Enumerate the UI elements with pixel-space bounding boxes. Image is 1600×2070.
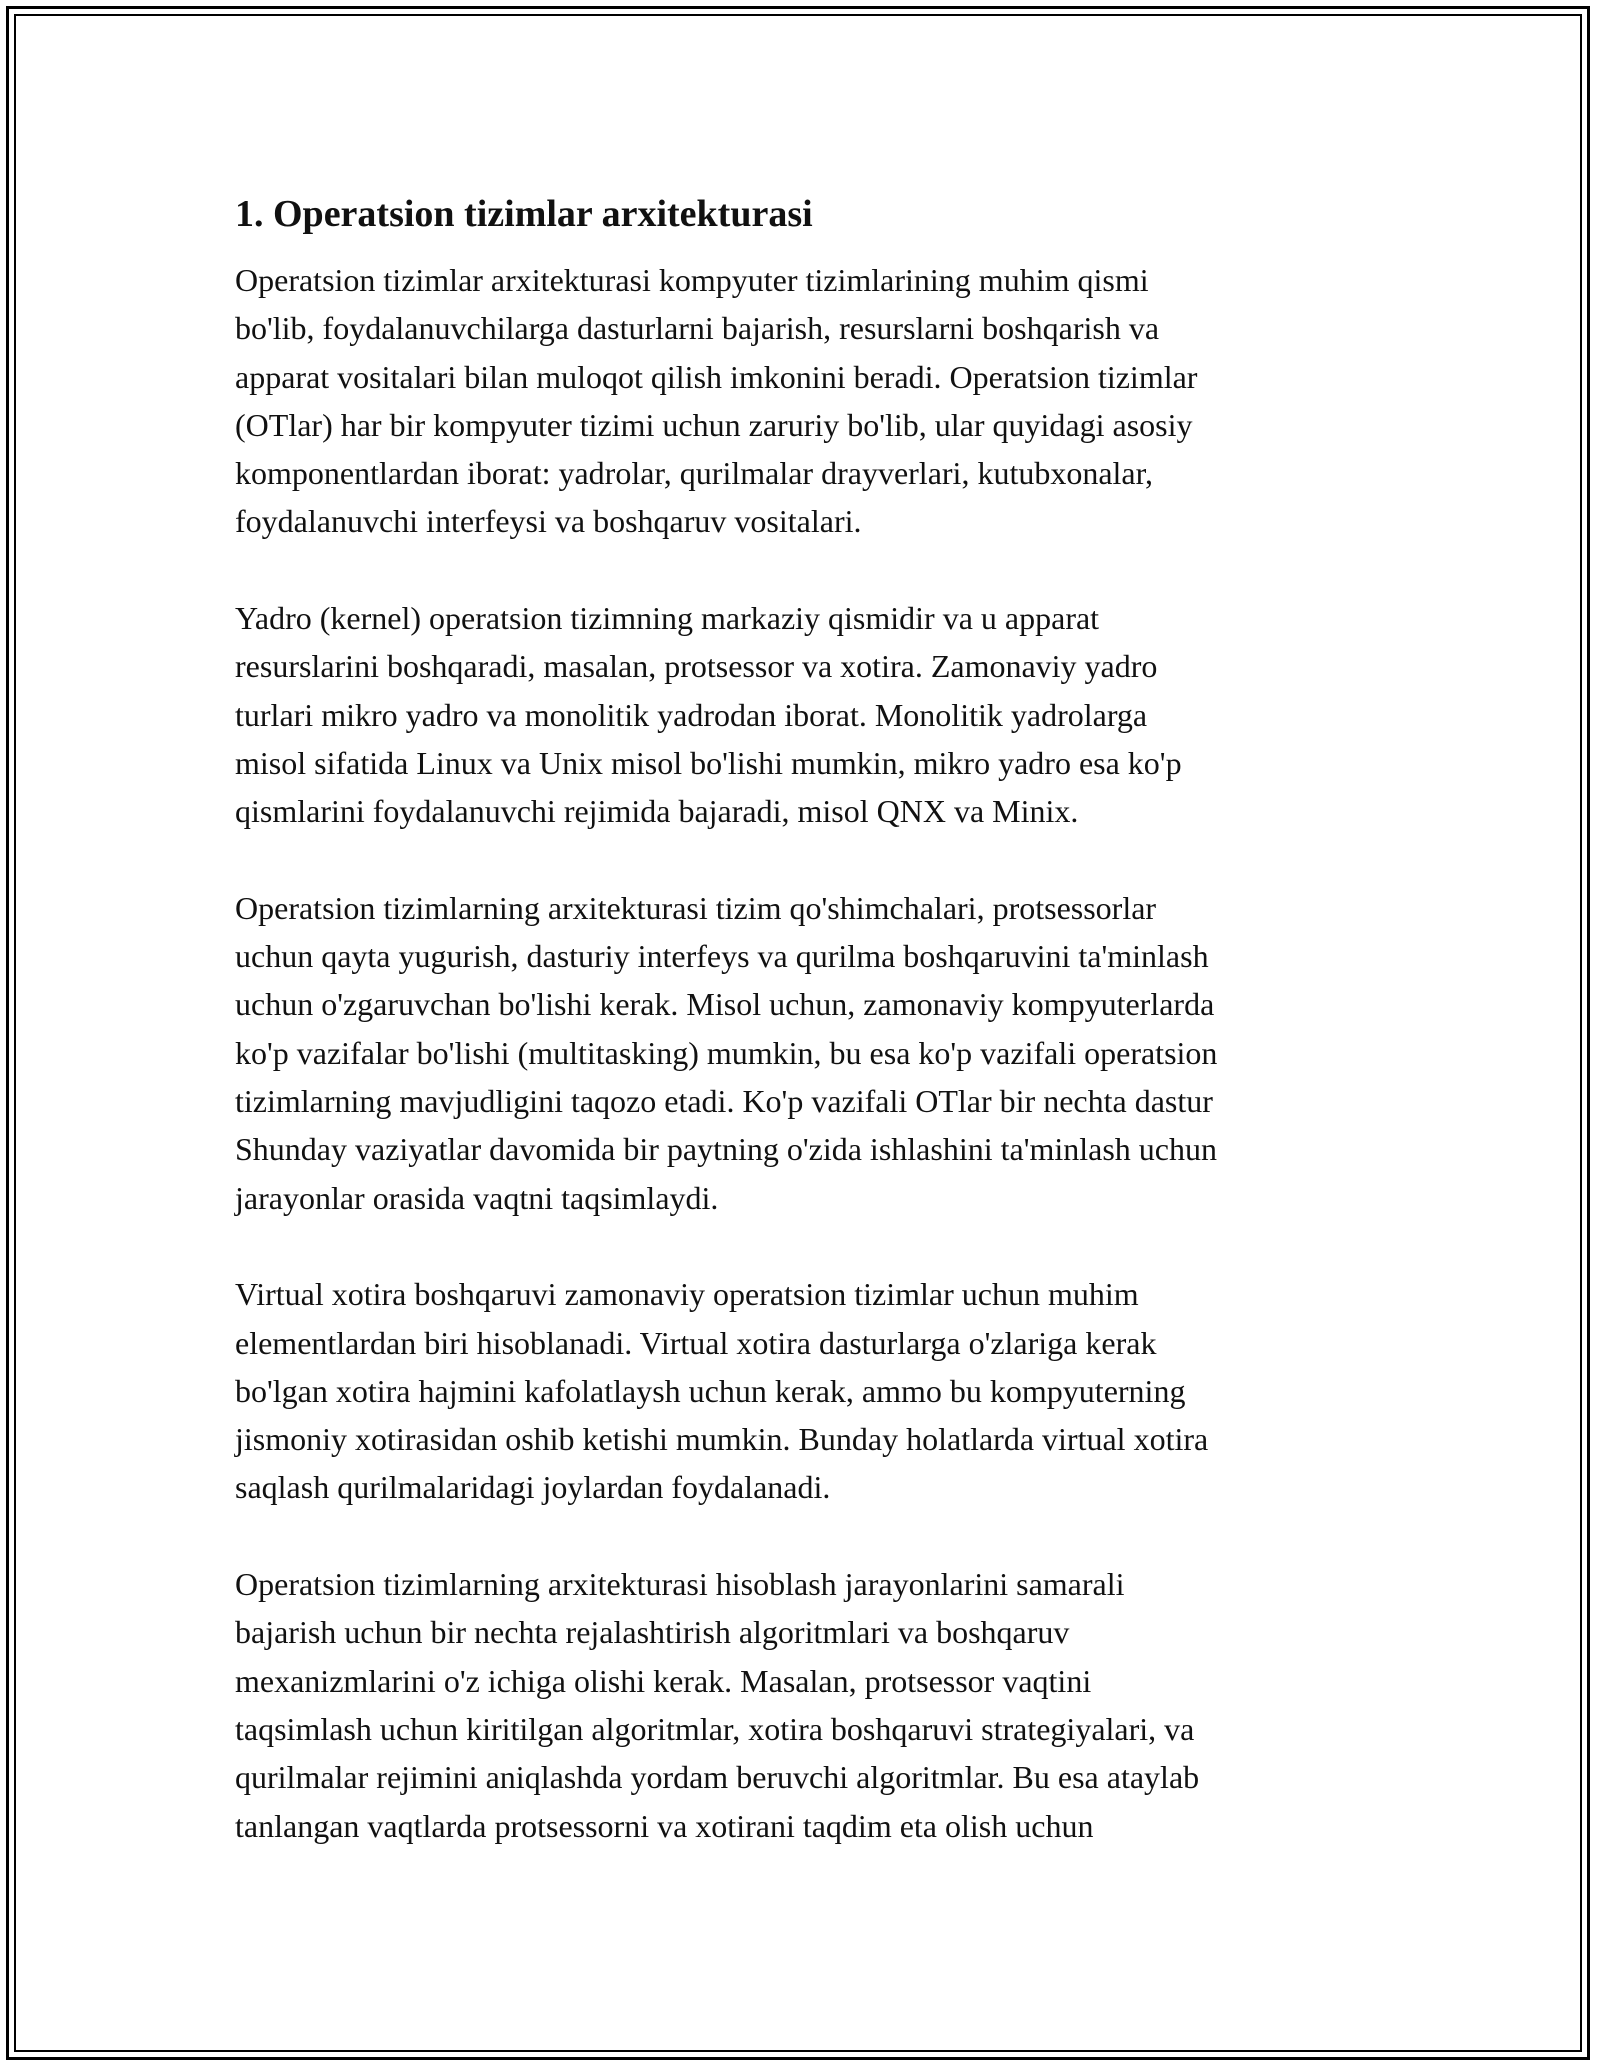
text-line: Operatsion tizimlar arxitekturasi kompyuter tizimlarining muhim qismi (235, 262, 1149, 298)
text-line: taqsimlash uchun kiritilgan algoritmlar, xotira boshqaruvi strategiyalari, va (235, 1710, 1195, 1747)
text-line: mexanizmlarini o'z ichiga olishi kerak. Masalan, protsessor vaqtini (235, 1662, 1092, 1699)
text-line: ko'p vazifalar bo'lishi (multitasking) mumkin, bu esa ko'p vazifali operatsion (235, 1034, 1218, 1071)
paragraph-architecture-intro (235, 256, 1375, 546)
text-line: foydalanuvchi interfeysi va boshqaruv vositalari. (235, 503, 862, 540)
text-line: Shunday vaziyatlar davomida bir paytning o'zida ishlashini ta'minlash uchun (235, 1131, 1217, 1168)
paragraph-virtual-memory (235, 1270, 1375, 1511)
text-line: Yadro (kernel) operatsion tizimning markaziy qismidir va u apparat (235, 600, 1100, 637)
text-line: apparat vositalari bilan muloqot qilish imkonini beradi. Operatsion tizimlar (235, 358, 1198, 395)
text-line: uchun qayta yugurish, dasturiy interfeys va qurilma boshqaruvini ta'minlash (235, 938, 1209, 975)
text-line: elementlardan biri hisoblanadi. Virtual xotira dasturlarga o'zlariga kerak (235, 1324, 1157, 1361)
text-line: uchun o'zgaruvchan bo'lishi kerak. Misol uchun, zamonaviy kompyuterlarda (235, 986, 1215, 1023)
text-line: jismoniy xotirasidan oshib ketishi mumkin. Bunday holatlarda virtual xotira (235, 1421, 1209, 1458)
text-line: Operatsion tizimlarning arxitekturasi tizim qo'shimchalari, protsessorlar (235, 889, 1157, 926)
text-line: bo'lgan xotira hajmini kafolatlaysh uchun kerak, ammo bu kompyuterning (235, 1372, 1186, 1409)
text-line: jarayonlar orasida vaqtni taqsimlaydi. (235, 1179, 719, 1216)
text-line: saqlash qurilmalaridagi joylardan foydalanadi. (235, 1469, 831, 1506)
text-line: bajarish uchun bir nechta rejalashtirish algoritmlari va boshqaruv (235, 1614, 1070, 1651)
text-line: qismlarini foydalanuvchi rejimida bajaradi, misol QNX va Minix. (235, 793, 1079, 830)
section-heading: 1. Operatsion tizimlar arxitekturasi (235, 193, 813, 235)
text-line: misol sifatida Linux va Unix misol bo'lishi mumkin, mikro yadro esa ko'p (235, 744, 1182, 781)
text-line: turlari mikro yadro va monolitik yadrodan iborat. Monolitik yadrolarga (235, 696, 1148, 733)
text-line: Operatsion tizimlarning arxitekturasi hisoblash jarayonlarini samarali (235, 1566, 1125, 1603)
text-line: komponentlardan iborat: yadrolar, qurilmalar drayverlari, kutubxonalar, (235, 455, 1153, 492)
text-line: qurilmalar rejimini aniqlashda yordam beruvchi algoritmlar. Bu esa ataylab (235, 1759, 1200, 1796)
text-line: (OTlar) har bir kompyuter tizimi uchun zaruriy bo'lib, ular quyidagi asosiy (235, 406, 1193, 443)
text-line: resurslarini boshqaradi, masalan, protsessor va xotira. Zamonaviy yadro (235, 648, 1158, 685)
text-line: bo'lib, foydalanuvchilarga dasturlarni bajarish, resurslarni boshqarish va (235, 310, 1160, 347)
text-line: tanlangan vaqtlarda protsessorni va xotirani taqdim eta olish uchun (235, 1807, 1094, 1844)
paragraph-kernel (235, 594, 1375, 835)
document-body (235, 186, 1375, 1898)
text-line: Virtual xotira boshqaruvi zamonaviy operatsion tizimlar uchun muhim (235, 1276, 1139, 1313)
paragraph-multitasking (235, 884, 1375, 1222)
text-line: tizimlarning mavjudligini taqozo etadi. Ko'p vazifali OTlar bir nechta dastur (235, 1083, 1213, 1120)
paragraph-scheduling (235, 1560, 1375, 1850)
